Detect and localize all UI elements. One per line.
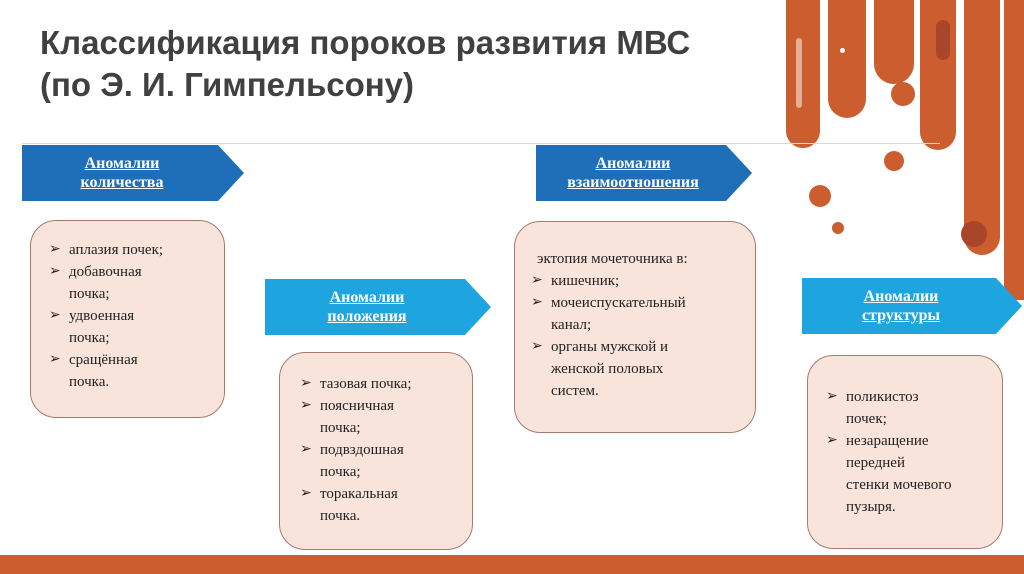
list-item: ➢ кишечник; [531, 270, 745, 292]
bullet-arrow-icon: ➢ [826, 433, 838, 448]
title-line-2: (по Э. И. Гимпельсону) [40, 66, 415, 103]
list-item: ➢ мочеиспускательный канал; [531, 292, 745, 336]
box-position [279, 352, 473, 550]
arrow-label-line2: количества [80, 174, 164, 191]
bullet-arrow-icon: ➢ [531, 295, 543, 310]
bottom-accent-bar [0, 555, 1024, 574]
bullet-arrow-icon: ➢ [49, 352, 61, 367]
list-item: ➢ удвоенная почка; [49, 305, 214, 349]
arrow-label-line2: положения [327, 308, 407, 325]
list-item: ➢ тазовая почка; [300, 373, 462, 395]
box-relationship [514, 221, 756, 433]
arrow-label-structure [802, 278, 1022, 334]
list-item: ➢ подвздошная почка; [300, 439, 462, 483]
bullet-arrow-icon: ➢ [300, 376, 312, 391]
title-line-1: Классификация пороков развития МВС [40, 24, 691, 61]
arrow-label-line2: структуры [861, 307, 941, 324]
list-item: ➢ поликистоз почек; [826, 386, 994, 430]
bullet-arrow-icon: ➢ [49, 242, 61, 257]
list-item: ➢ аплазия почек; [49, 239, 214, 261]
box-intro-text: эктопия мочеточника в: [537, 251, 688, 267]
page-title [40, 22, 770, 106]
arrow-label-line1: Аномалии [329, 289, 405, 306]
divider-line [22, 143, 940, 144]
bullet-arrow-icon: ➢ [300, 398, 312, 413]
bullet-arrow-icon: ➢ [531, 273, 543, 288]
list-item: ➢ торакальная почка. [300, 483, 462, 527]
bullet-arrow-icon: ➢ [49, 308, 61, 323]
bullet-arrow-icon: ➢ [300, 486, 312, 501]
bullet-arrow-icon: ➢ [826, 389, 838, 404]
arrow-label-line1: Аномалии [595, 155, 671, 172]
list-item: ➢ сращённая почка. [49, 349, 214, 393]
list-item: ➢ поясничная почка; [300, 395, 462, 439]
box-quantity [30, 220, 225, 418]
box-structure [807, 355, 1003, 549]
arrow-label-position [265, 279, 491, 335]
arrow-label-quantity [22, 145, 244, 201]
list-item: ➢ органы мужской и женской половых систем. [531, 336, 745, 402]
arrow-label-line1: Аномалии [84, 155, 160, 172]
arrow-label-line2: взаимоотношения [567, 174, 699, 191]
arrow-label-relationship [536, 145, 752, 201]
list-item: ➢ добавочная почка; [49, 261, 214, 305]
bullet-arrow-icon: ➢ [531, 339, 543, 354]
bullet-arrow-icon: ➢ [300, 442, 312, 457]
list-item: ➢ незаращение передней стенки мочевого пузыря. [826, 430, 994, 518]
bullet-arrow-icon: ➢ [49, 264, 61, 279]
arrow-label-line1: Аномалии [863, 288, 939, 305]
